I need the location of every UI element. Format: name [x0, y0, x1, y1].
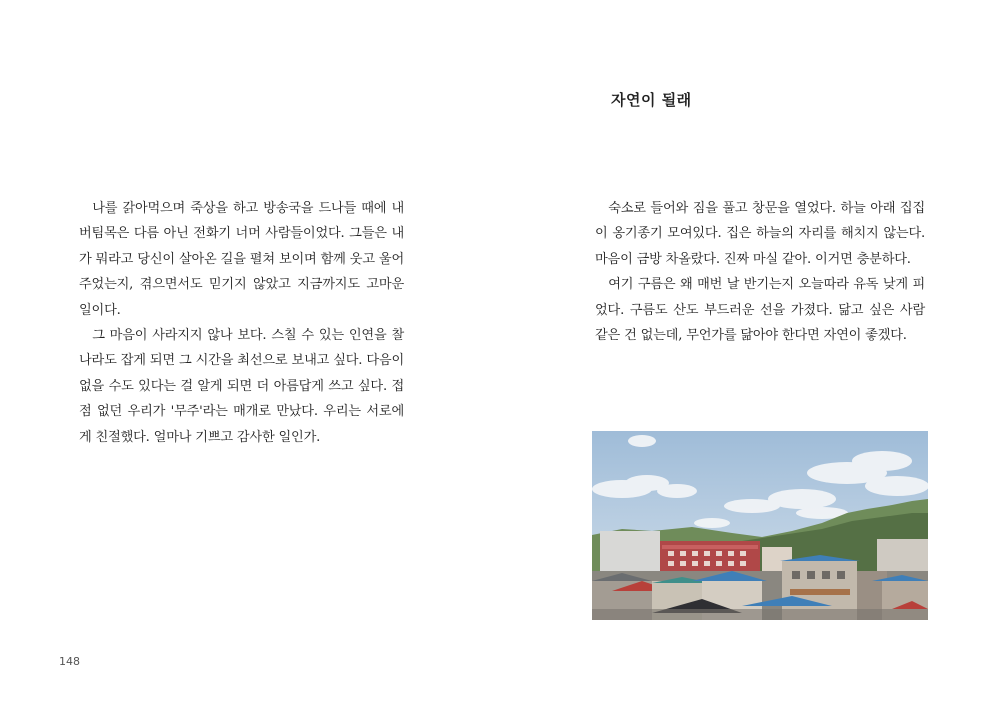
right-page — [500, 0, 1000, 710]
right-paragraph-1: 숙소로 들어와 짐을 풀고 창문을 열었다. 하늘 아래 집집이 옹기종기 모여있다. 집은 하늘의 자리를 해치지 않는다. 마음이 금방 차올랐다. 진짜 마실 같아. 이거면 충분하다. — [595, 201, 925, 267]
page-number: 148 — [59, 655, 80, 668]
left-paragraph-1: 나를 갉아먹으며 죽상을 하고 방송국을 드나들 때에 내 버팀목은 다름 아닌 전화기 너머 사람들이었다. 그들은 내가 뭐라고 당신이 살아온 길을 펼쳐 보이며 함께 웃고 울어주었는지, 겪으면서도 믿기지 않았고 지금까지도 고마운 일이다. — [79, 201, 404, 318]
right-paragraph-2: 여기 구름은 왜 매번 날 반기는지 오늘따라 유독 낮게 피었다. 구름도 산도 부드러운 선을 가졌다. 닮고 싶은 사람 같은 건 없는데, 무언가를 닮아야 한다면 자연이 좋겠다. — [595, 277, 925, 344]
left-paragraph-2: 그 마음이 사라지지 않나 보다. 스칠 수 있는 인연을 찰나라도 잡게 되면 그 시간을 최선으로 보내고 싶다. 다음이 없을 수도 있다는 걸 알게 되면 더 아름답게 쓰고 싶다. 접점 없던 우리가 '무주'라는 매개로 만났다. 우리는 서로에게 친절했다. 얼마나 기쁘고 감사한 일인가. — [79, 328, 404, 445]
town-sky-photo — [592, 431, 928, 620]
right-body-text — [595, 196, 925, 348]
left-body-text — [79, 196, 404, 450]
chapter-title: 자연이 될래 — [611, 91, 692, 109]
